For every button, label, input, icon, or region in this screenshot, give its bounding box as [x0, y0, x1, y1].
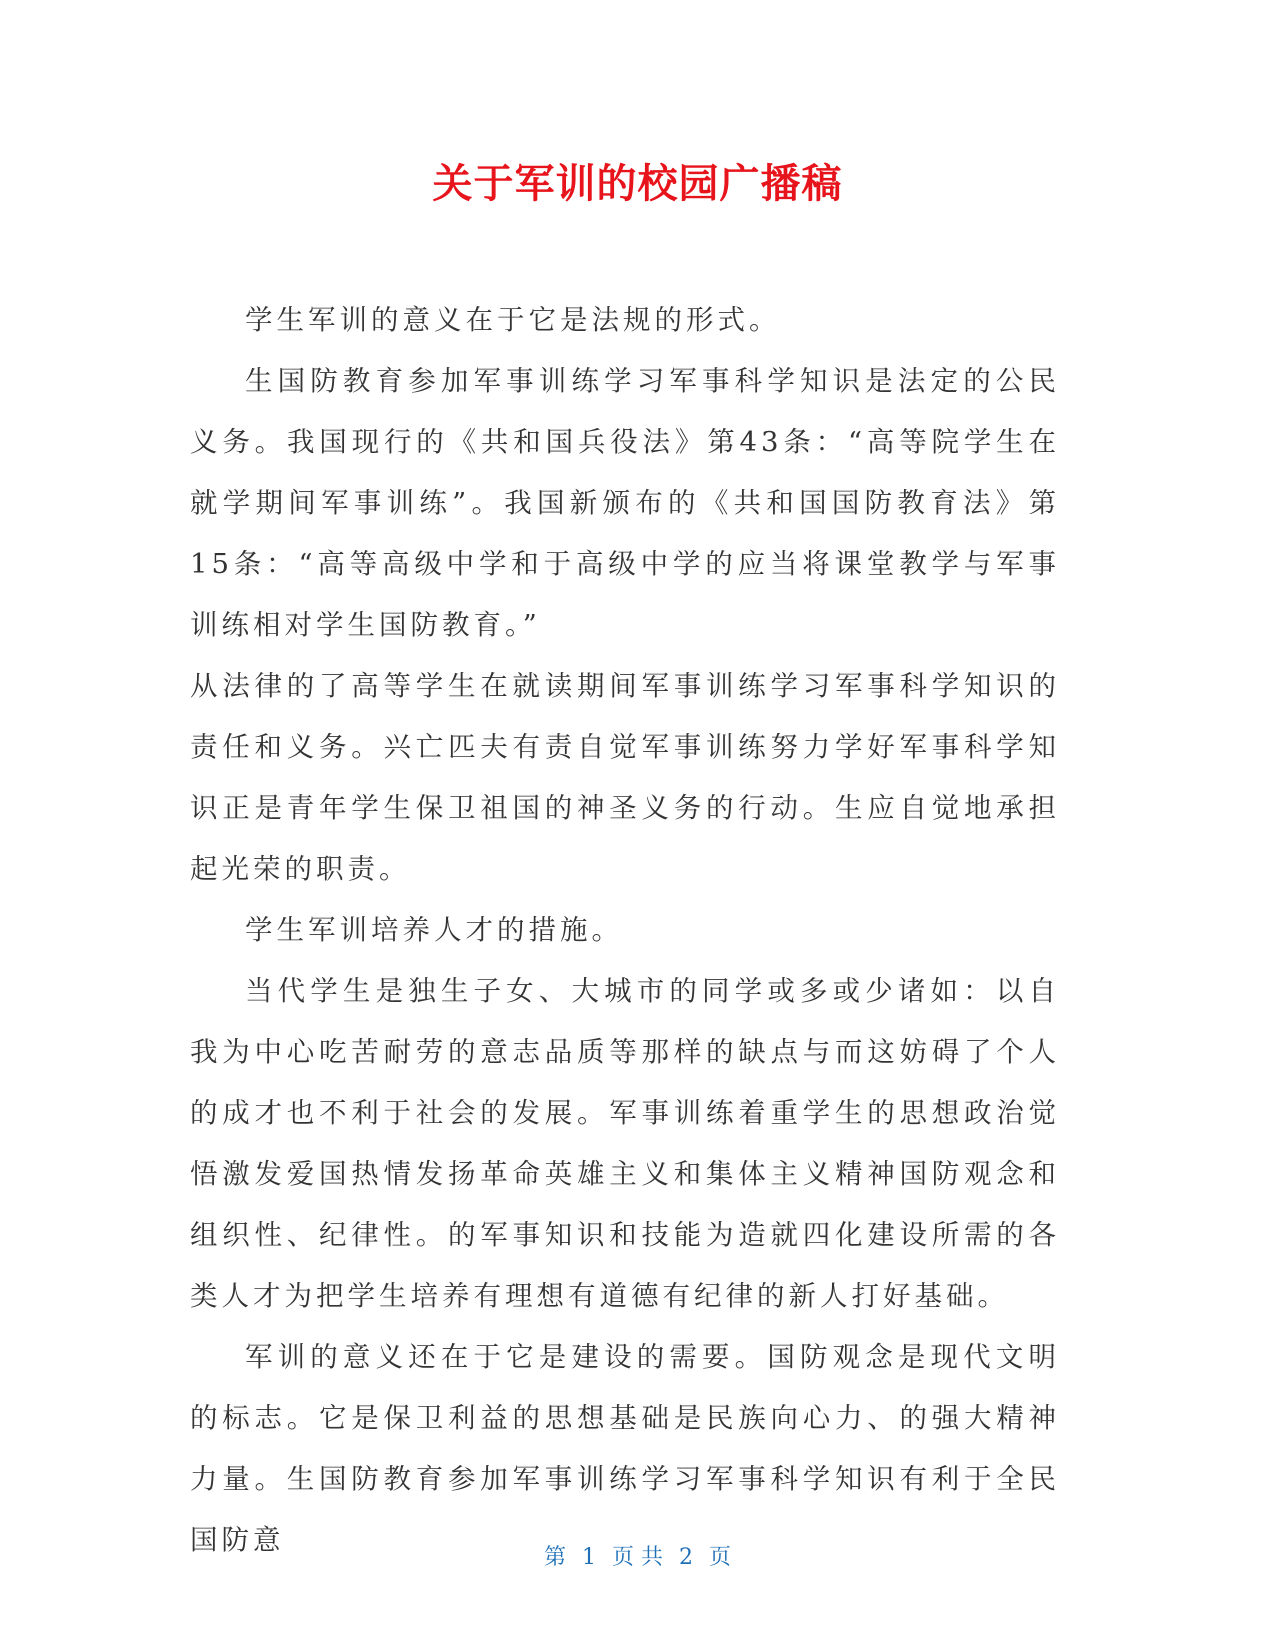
current-page-number: 1: [582, 1545, 596, 1570]
page-label-mid: 页 共: [612, 1545, 663, 1570]
paragraph-6: 军训的意义还在于它是建设的需要。国防观念是现代文明的标志。它是保卫利益的思想基础是民族向心力、的强大精神力量。生国防教育参加军事训练学习军事科学知识有利于全民国防意: [190, 1341, 1060, 1556]
paragraph-1: 学生军训的意义在于它是法规的形式。: [245, 304, 781, 336]
page-label-prefix: 第: [543, 1545, 566, 1570]
page-number-footer: [0, 1540, 1275, 1571]
total-pages-number: 2: [679, 1545, 693, 1570]
page-label-suffix: 页: [709, 1545, 732, 1570]
document-body: [190, 290, 1060, 1571]
document-title: 关于军训的校园广播稿: [432, 161, 843, 207]
paragraph-5: 当代学生是独生子女、大城市的同学或多或少诸如：以自我为中心吃苦耐劳的意志品质等那样的缺点与而这妨碍了个人的成才也不利于社会的发展。军事训练着重学生的思想政治觉悟激发爱国热情发扬革命英雄主义和集体主义精神国防观念和组织性、纪律性。的军事知识和技能为造就四化建设所需的各类人才为把学生培养有理想有道德有纪律的新人打好基础。: [190, 975, 1060, 1312]
paragraph-3: 从法律的了高等学生在就读期间军事训练学习军事科学知识的责任和义务。兴亡匹夫有责自觉军事训练努力学好军事科学知识正是青年学生保卫祖国的神圣义务的行动。生应自觉地承担起光荣的职责。: [190, 670, 1060, 885]
paragraph-4: 学生军训培养人才的措施。: [245, 914, 623, 946]
paragraph-2: 生国防教育参加军事训练学习军事科学知识是法定的公民义务。我国现行的《共和国兵役法》第43条：“高等院学生在就学期间军事训练”。我国新颁布的《共和国国防教育法》第15条：“高等高级中学和于高级中学的应当将课堂教学与军事训练相对学生国防教育。”: [190, 365, 1060, 641]
